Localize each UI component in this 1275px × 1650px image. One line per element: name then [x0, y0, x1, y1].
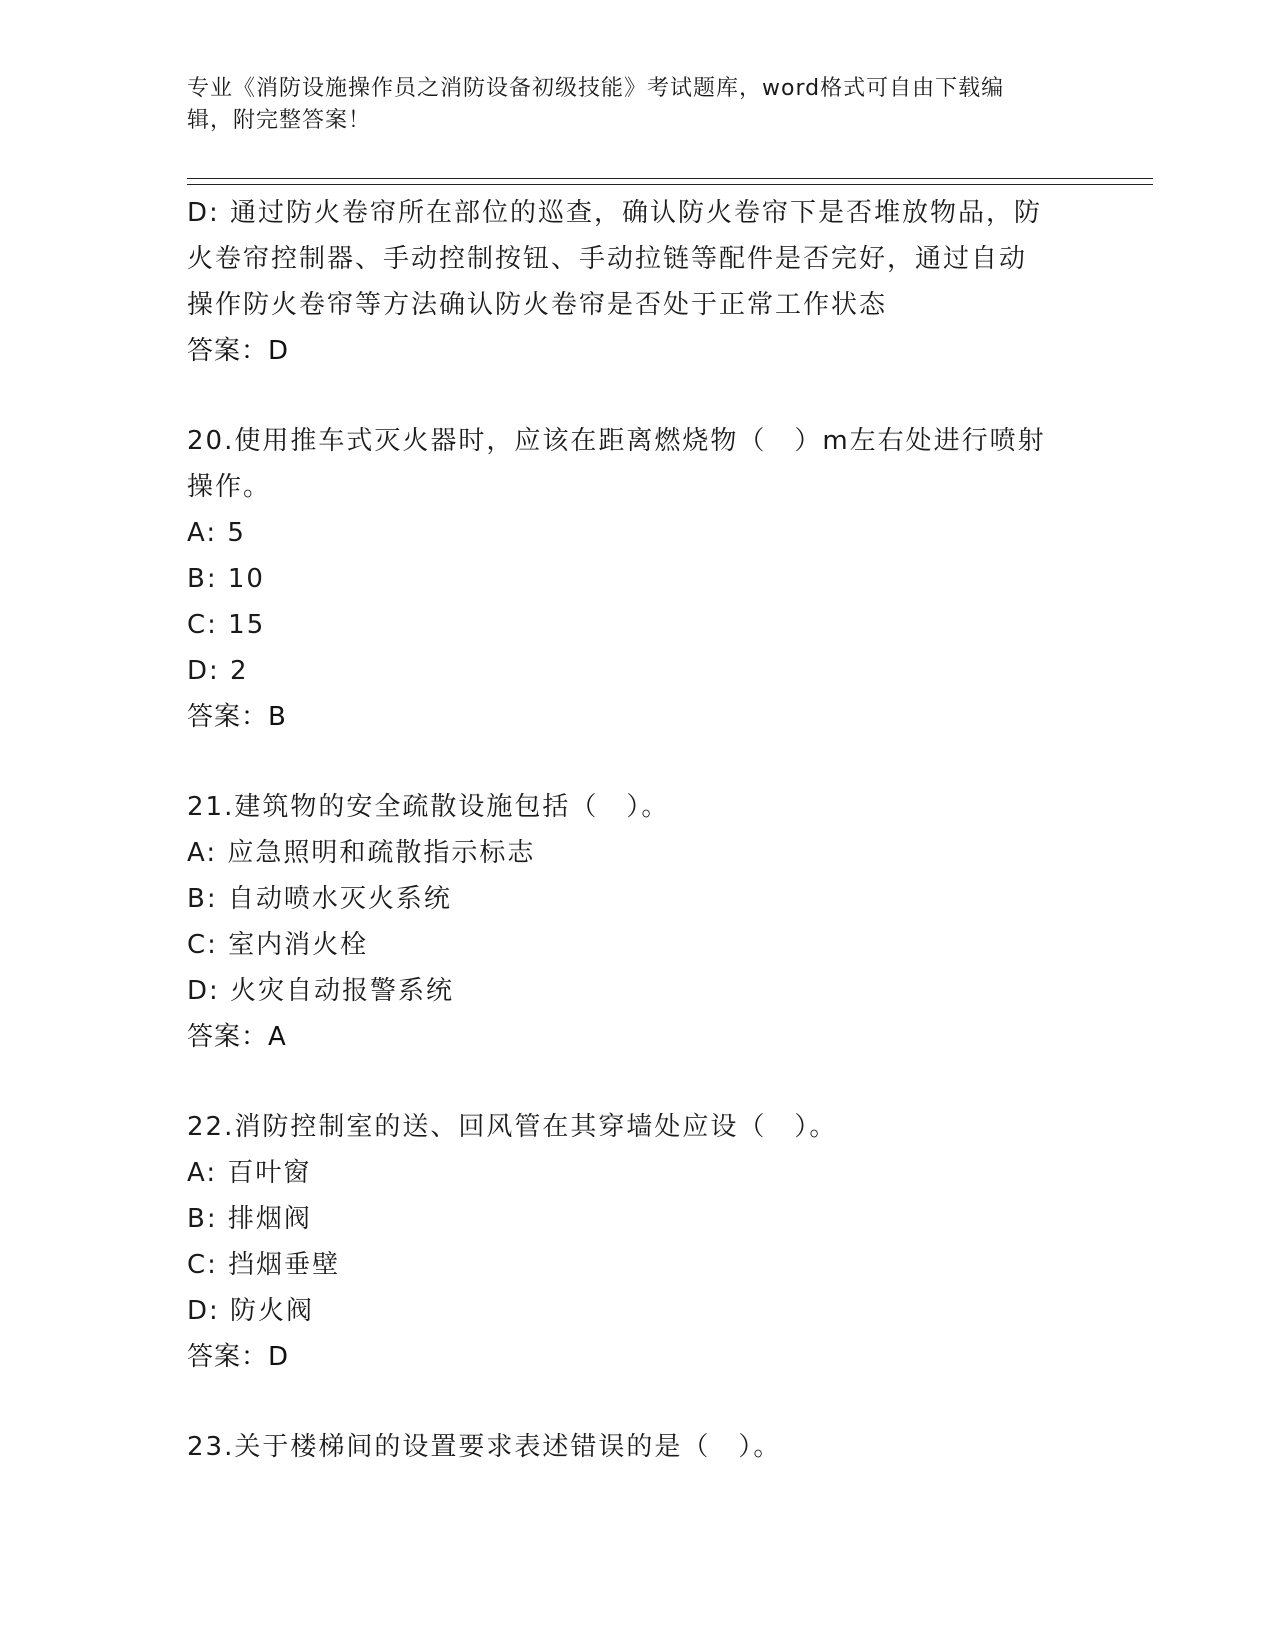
spacer	[187, 374, 1087, 418]
option-b: B: 排烟阀	[187, 1204, 312, 1234]
option-d: D: 2	[187, 656, 249, 686]
option-a: A: 应急照明和疏散指示标志	[187, 838, 536, 868]
question-19-tail	[187, 190, 1087, 374]
header-divider-top	[187, 178, 1153, 179]
question-stem: 21.建筑物的安全疏散设施包括（ ）。	[187, 792, 670, 822]
option-c: C: 15	[187, 610, 266, 640]
question-22	[187, 1104, 1087, 1380]
answer-line: 答案：B	[187, 702, 287, 732]
question-21	[187, 784, 1087, 1060]
option-a: A: 百叶窗	[187, 1158, 312, 1188]
header-line-2: 辑，附完整答案！	[187, 108, 372, 133]
question-20	[187, 418, 1087, 740]
option-d: D: 防火阀	[187, 1296, 315, 1326]
question-stem: 22.消防控制室的送、回风管在其穿墙处应设（ ）。	[187, 1112, 838, 1142]
option-d-line-2: 火卷帘控制器、手动控制按钮、手动拉链等配件是否完好，通过自动	[187, 244, 1028, 274]
option-b: B: 自动喷水灭火系统	[187, 884, 452, 914]
question-list	[187, 190, 1087, 1470]
answer-line: 答案：D	[187, 1342, 290, 1372]
spacer	[187, 1060, 1087, 1104]
option-c: C: 室内消火栓	[187, 930, 369, 960]
option-d: D: 火灾自动报警系统	[187, 976, 455, 1006]
header-divider-bottom	[187, 184, 1153, 185]
question-stem: 23.关于楼梯间的设置要求表述错误的是（ ）。	[187, 1432, 782, 1462]
option-d-line-3: 操作防火卷帘等方法确认防火卷帘是否处于正常工作状态	[187, 290, 888, 320]
spacer	[187, 1380, 1087, 1424]
option-c: C: 挡烟垂壁	[187, 1250, 341, 1280]
option-d-line-1: D: 通过防火卷帘所在部位的巡查，确认防火卷帘下是否堆放物品，防	[187, 198, 1043, 228]
spacer	[187, 740, 1087, 784]
header-line-1: 专业《消防设施操作员之消防设备初级技能》考试题库，word格式可自由下载编	[187, 76, 1005, 101]
question-stem-line-1: 20.使用推车式灭火器时，应该在距离燃烧物（ ）m左右处进行喷射	[187, 426, 1046, 456]
document-header	[187, 73, 1067, 137]
option-b: B: 10	[187, 564, 265, 594]
answer-line: 答案：D	[187, 336, 290, 366]
answer-line: 答案：A	[187, 1022, 287, 1052]
option-a: A: 5	[187, 518, 246, 548]
question-23	[187, 1424, 1087, 1470]
question-stem-line-2: 操作。	[187, 472, 272, 502]
